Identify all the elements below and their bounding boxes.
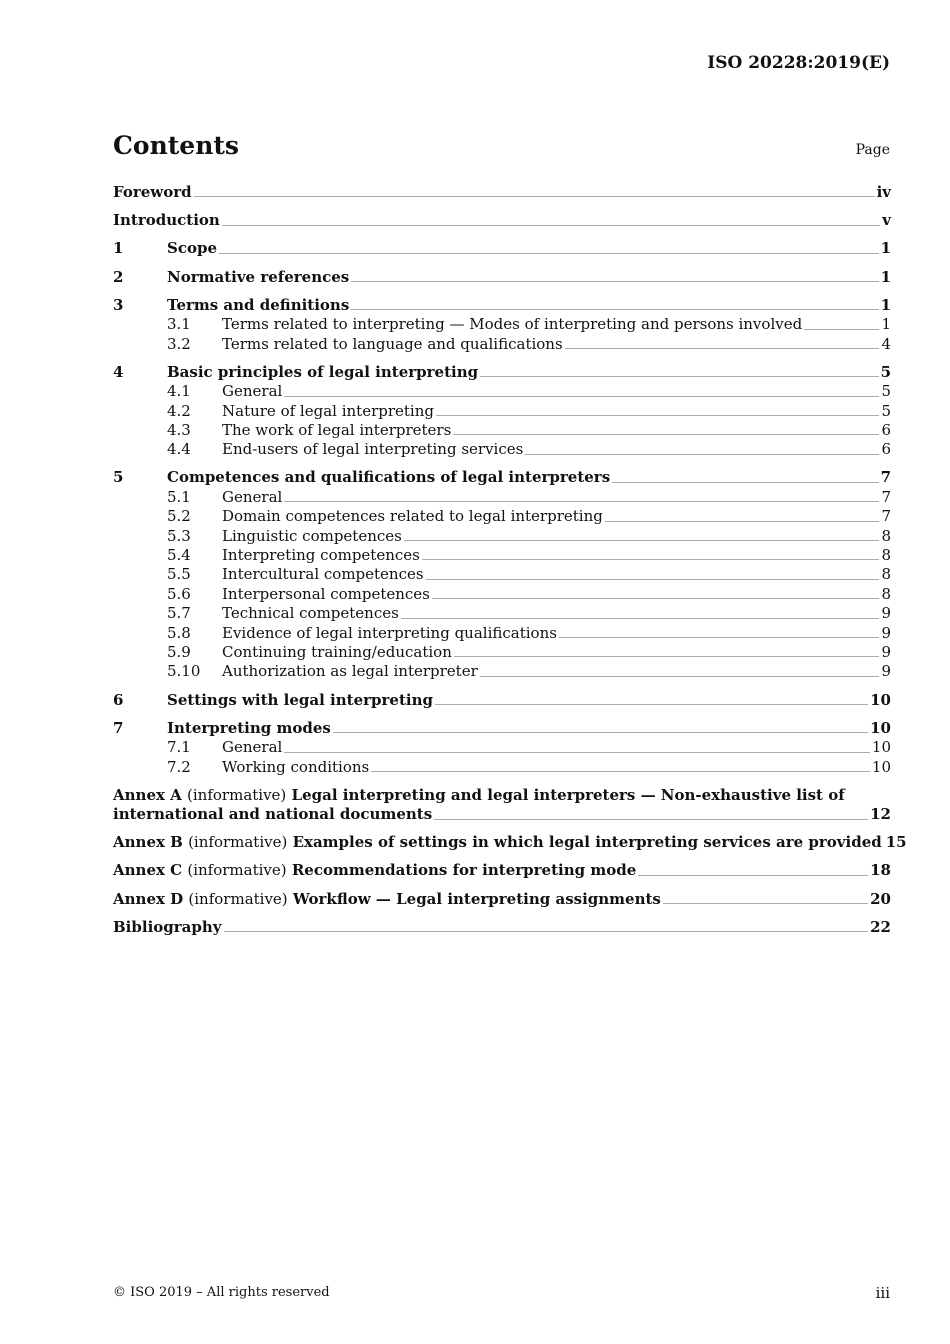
toc-entry-number: 5.7 [167, 604, 191, 623]
toc-entry-page: 5 [880, 362, 891, 381]
toc-subentry-7-1[interactable] [113, 738, 891, 757]
toc-subentry-4-4[interactable] [113, 440, 891, 459]
annex-title: Workflow — Legal interpreting assignments [292, 889, 661, 908]
dot-leader [222, 225, 880, 226]
toc-entry-number: 3.1 [167, 315, 191, 334]
toc-entry-label: Normative references [167, 267, 350, 286]
dot-leader [559, 637, 880, 638]
annex-title: Recommendations for interpreting mode [291, 861, 637, 880]
document-id: ISO 20228:2019(E) [707, 53, 890, 73]
copyright-notice: © ISO 2019 – All rights reserved [113, 1285, 330, 1300]
toc-entry-page: 9 [881, 642, 891, 661]
dot-leader [453, 434, 879, 435]
toc-entry-page: 10 [870, 718, 891, 737]
toc-entry-annex-d[interactable] [113, 890, 891, 909]
toc-entry-label: General [222, 382, 283, 401]
toc-entry-7[interactable] [113, 719, 891, 738]
toc-subentry-5-5[interactable] [113, 565, 891, 584]
table-of-contents [113, 183, 907, 937]
toc-entry-number: 5.8 [167, 623, 191, 642]
annex-title: Examples of settings in which legal interpreting services are provided [292, 833, 882, 852]
toc-subentry-5-9[interactable] [113, 643, 891, 662]
toc-entry-page: 4 [881, 334, 891, 353]
toc-entry-number: 5.4 [167, 546, 191, 565]
toc-entry-page: 1 [880, 239, 891, 258]
toc-entry-label: Terms related to language and qualifications [222, 334, 563, 353]
toc-entry-page: 6 [881, 440, 891, 459]
toc-entry-page: 9 [881, 623, 891, 642]
toc-entry-2[interactable] [113, 268, 891, 287]
annex-prefix: Annex A [113, 785, 182, 804]
toc-entry-label: Introduction [113, 211, 220, 230]
toc-entry-page: 7 [880, 468, 891, 487]
dot-leader [351, 281, 878, 282]
toc-entry-page: 8 [881, 546, 891, 565]
toc-subentry-4-1[interactable] [113, 382, 891, 401]
toc-subentry-5-8[interactable] [113, 624, 891, 643]
toc-subentry-4-2[interactable] [113, 402, 891, 421]
toc-entry-number: 4.1 [167, 382, 191, 401]
dot-leader [224, 931, 869, 932]
toc-entry-page: 8 [881, 526, 891, 545]
dot-leader [605, 521, 880, 522]
dot-leader [426, 579, 880, 580]
dot-leader [284, 752, 870, 753]
toc-entry-number: 5.5 [167, 565, 191, 584]
toc-entry-foreword[interactable] [113, 183, 891, 202]
toc-entry-number: 7.2 [167, 757, 191, 776]
toc-entry-bibliography[interactable] [113, 918, 891, 937]
annex-informative: (informative) [187, 861, 287, 880]
dot-leader [663, 903, 868, 904]
annex-informative: (informative) [187, 785, 287, 804]
toc-entry-number: 4.3 [167, 420, 191, 439]
page-number: iii [875, 1284, 890, 1302]
toc-entry-number: 5.3 [167, 526, 191, 545]
toc-entry-label: Authorization as legal interpreter [222, 662, 478, 681]
toc-entry-page: v [882, 211, 891, 230]
toc-entry-label: Scope [167, 239, 218, 258]
toc-entry-page: 20 [870, 889, 891, 908]
dot-leader [804, 329, 879, 330]
toc-entry-label: Technical competences [222, 604, 399, 623]
toc-entry-page: 10 [871, 757, 891, 776]
toc-entry-page: 12 [870, 805, 891, 824]
toc-entry-label: Foreword [113, 183, 192, 201]
toc-entry-number: 6 [113, 690, 124, 709]
toc-entry-number: 3 [113, 295, 124, 314]
toc-subentry-5-2[interactable] [113, 507, 891, 526]
toc-entry-page: 6 [881, 420, 891, 439]
dot-leader [436, 415, 879, 416]
toc-entry-number: 4.2 [167, 401, 191, 420]
dot-leader [422, 559, 880, 560]
dot-leader [454, 656, 880, 657]
toc-entry-label: Linguistic competences [222, 526, 402, 545]
toc-entry-label: End-users of legal interpreting services [222, 440, 524, 459]
annex-prefix: Annex D [113, 889, 184, 908]
toc-subentry-3-1[interactable] [113, 315, 891, 334]
dot-leader [371, 771, 870, 772]
toc-subentry-4-3[interactable] [113, 421, 891, 440]
annex-title-continued: international and national documents [113, 805, 433, 824]
toc-entry-page: 1 [880, 267, 891, 286]
toc-entry-label: Interpreting modes [167, 718, 331, 737]
toc-entry-page: 9 [881, 604, 891, 623]
page-title: Contents [113, 131, 240, 160]
toc-entry-page: 1 [881, 315, 891, 334]
annex-title: Legal interpreting and legal interpreters — Non-exhaustive list of [291, 785, 845, 804]
dot-leader [525, 454, 879, 455]
toc-entry-page: 5 [881, 401, 891, 420]
toc-entry-page: 7 [881, 507, 891, 526]
toc-entry-number: 5.10 [167, 662, 201, 681]
dot-leader [612, 482, 878, 483]
toc-subentry-3-2[interactable] [113, 335, 891, 354]
toc-entry-label: Competences and qualifications of legal interpreters [167, 468, 611, 487]
toc-entry-label: Continuing training/education [222, 642, 452, 661]
toc-entry-page: 7 [881, 487, 891, 506]
toc-subentry-7-2[interactable] [113, 758, 891, 777]
toc-entry-label: Settings with legal interpreting [167, 690, 433, 709]
dot-leader [284, 396, 879, 397]
annex-prefix: Annex B [113, 833, 183, 852]
toc-entry-page: 8 [881, 584, 891, 603]
toc-entry-label: Intercultural competences [222, 565, 424, 584]
toc-entry-label: General [222, 738, 283, 757]
toc-entry-label: Bibliography [113, 917, 222, 936]
toc-entry-number: 5 [113, 468, 124, 487]
toc-entry-label: Terms and definitions [167, 295, 350, 314]
dot-leader [284, 501, 879, 502]
toc-entry-page: 15 [885, 833, 907, 852]
toc-entry-annex-b[interactable] [113, 833, 907, 852]
toc-entry-number: 7.1 [167, 738, 191, 757]
toc-entry-number: 1 [113, 239, 124, 258]
toc-subentry-5-4[interactable] [113, 546, 891, 565]
toc-entry-page: iv [876, 183, 891, 201]
annex-informative: (informative) [188, 833, 288, 852]
annex-informative: (informative) [188, 889, 288, 908]
toc-entry-page: 22 [870, 917, 891, 936]
toc-entry-number: 4.4 [167, 440, 191, 459]
toc-entry-number: 5.2 [167, 507, 191, 526]
toc-entry-page: 18 [870, 861, 891, 880]
dot-leader [401, 618, 880, 619]
toc-entry-annex-a[interactable] [113, 786, 891, 825]
dot-leader [435, 704, 868, 705]
toc-entry-label: Nature of legal interpreting [222, 401, 434, 420]
dot-leader [351, 309, 878, 310]
toc-entry-number: 3.2 [167, 334, 191, 353]
toc-entry-number: 5.6 [167, 584, 191, 603]
page-column-label: Page [855, 142, 890, 158]
toc-entry-page: 5 [881, 382, 891, 401]
toc-entry-6[interactable] [113, 691, 891, 710]
toc-entry-page: 10 [870, 690, 891, 709]
dot-leader [638, 875, 868, 876]
toc-entry-3[interactable] [113, 296, 891, 315]
toc-entry-label: General [222, 487, 283, 506]
dot-leader [194, 196, 875, 197]
toc-entry-label: Working conditions [222, 757, 370, 776]
toc-entry-label: The work of legal interpreters [222, 420, 452, 439]
toc-entry-label: Domain competences related to legal interpreting [222, 507, 603, 526]
toc-entry-annex-c[interactable] [113, 861, 891, 880]
dot-leader [404, 540, 880, 541]
dot-leader [565, 348, 880, 349]
toc-entry-4[interactable] [113, 363, 891, 382]
toc-subentry-5-1[interactable] [113, 488, 891, 507]
toc-subentry-5-10[interactable] [113, 662, 891, 681]
toc-entry-page: 8 [881, 565, 891, 584]
toc-entry-label: Interpersonal competences [222, 584, 430, 603]
toc-entry-label: Basic principles of legal interpreting [167, 362, 479, 381]
toc-entry-5[interactable] [113, 468, 891, 487]
toc-entry-label: Evidence of legal interpreting qualifications [222, 623, 557, 642]
annex-prefix: Annex C [113, 861, 183, 880]
dot-leader [432, 598, 880, 599]
toc-entry-number: 2 [113, 267, 124, 286]
toc-subentry-5-6[interactable] [113, 585, 891, 604]
dot-leader [480, 376, 878, 377]
dot-leader [333, 732, 868, 733]
toc-entry-label: Interpreting competences [222, 546, 420, 565]
toc-entry-number: 4 [113, 362, 124, 381]
toc-entry-1[interactable] [113, 239, 891, 258]
toc-entry-number: 5.9 [167, 642, 191, 661]
dot-leader [434, 819, 868, 820]
toc-entry-number: 7 [113, 718, 124, 737]
toc-entry-page: 9 [881, 662, 891, 681]
toc-subentry-5-3[interactable] [113, 527, 891, 546]
toc-entry-number: 5.1 [167, 487, 191, 506]
toc-entry-page: 1 [880, 295, 891, 314]
toc-entry-label: Terms related to interpreting — Modes of interpreting and persons involved [222, 315, 803, 334]
toc-entry-introduction[interactable] [113, 211, 891, 230]
toc-subentry-5-7[interactable] [113, 604, 891, 623]
dot-leader [219, 253, 879, 254]
dot-leader [480, 676, 880, 677]
toc-entry-page: 10 [871, 738, 891, 757]
